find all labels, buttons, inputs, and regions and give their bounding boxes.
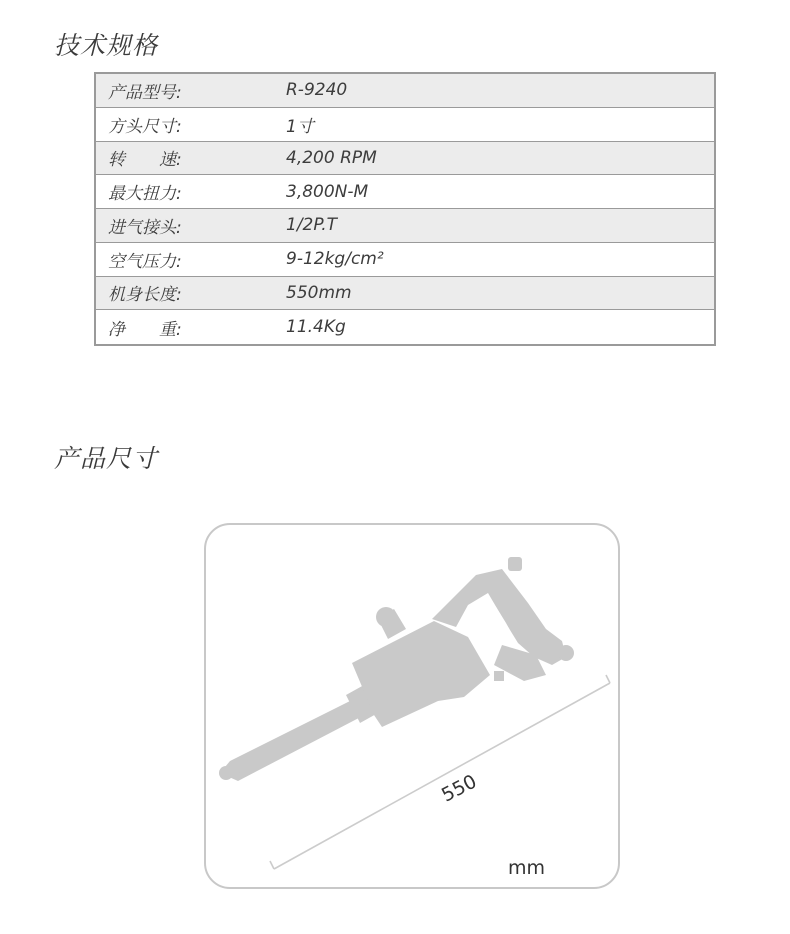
spec-row-model: [96, 74, 714, 108]
dimension-value-label: 550: [438, 770, 481, 807]
wrench-anvil-tip: [219, 766, 233, 780]
spec-value: 1寸: [286, 116, 314, 137]
dims-section-title: 产品尺寸: [54, 444, 159, 473]
spec-label: 机身长度:: [108, 285, 182, 306]
spec-label: 进气接头:: [108, 217, 182, 238]
spec-value: 550mm: [286, 282, 352, 303]
dimension-diagram-box: [204, 523, 620, 889]
spec-row-square-drive: [96, 108, 714, 142]
spec-row-air-pressure: [96, 243, 714, 277]
spec-table: [94, 72, 716, 346]
spec-value: 1/2P.T: [286, 215, 338, 236]
spec-value: 11.4Kg: [286, 317, 346, 338]
dimension-line: [274, 683, 610, 869]
spec-row-air-inlet: [96, 209, 714, 243]
spec-label: 空气压力:: [108, 251, 182, 272]
spec-value: R-9240: [286, 80, 348, 101]
spec-value: 4,200 RPM: [286, 147, 377, 168]
dimension-unit-label: mm: [508, 857, 546, 879]
spec-value: 9-12kg/cm²: [286, 249, 384, 270]
spec-row-net-weight: [96, 310, 714, 344]
spec-row-max-torque: [96, 175, 714, 209]
wrench-body: [352, 621, 490, 727]
spec-label: 方头尺寸:: [108, 116, 182, 137]
specs-section-title: 技术规格: [54, 31, 159, 60]
spec-label: 净 重:: [108, 319, 182, 340]
spec-label: 产品型号:: [108, 82, 182, 103]
spec-value: 3,800N-M: [286, 181, 369, 202]
spec-label: 转 速:: [108, 150, 182, 171]
spec-row-speed: [96, 142, 714, 176]
spec-row-body-length: [96, 277, 714, 311]
spec-label: 最大扭力:: [108, 184, 182, 205]
impact-wrench-illustration: [206, 525, 622, 891]
